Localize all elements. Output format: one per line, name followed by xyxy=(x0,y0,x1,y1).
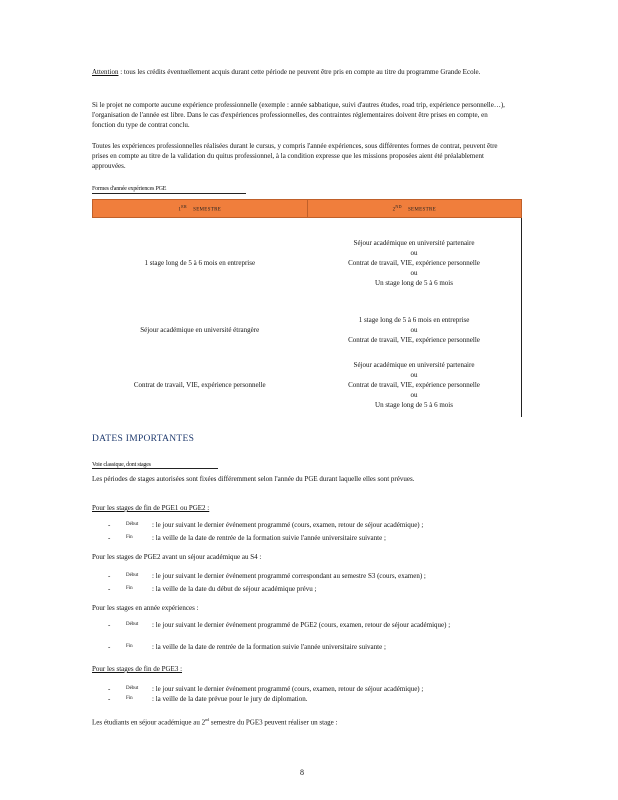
section-title-dates: DATES IMPORTANTES xyxy=(92,434,195,444)
page-number: 8 xyxy=(300,768,304,777)
closing-sentence: Les étudiants en séjour académique au 2nd semestre du PGE3 peuvent réaliser un stage : xyxy=(92,717,338,727)
table-cell-second-semester: Séjour académique en université partenaire ou Contrat de travail, VIE, expérience personnelle ou Un stage long de 5 à 6 mois xyxy=(307,352,522,417)
group-heading-pge3: Pour les stages de fin de PGE3 : xyxy=(92,665,183,673)
experience-forms-table xyxy=(92,199,522,417)
table-row xyxy=(93,352,522,417)
table-header-row xyxy=(93,200,522,218)
table-cell-first-semester: Séjour académique en université étrangère xyxy=(140,326,260,334)
table-cell-first-semester: 1 stage long de 5 à 6 mois en entreprise xyxy=(144,259,256,267)
subtitle-underline xyxy=(92,468,218,469)
header-second-semester: 2ND SEMESTRE xyxy=(307,200,522,218)
paragraph-no-experience: Si le projet ne comporte aucune expérience professionnelle (exemple : année sabbatique, suivi d'autres études, road trip, expérience personnelle…), l'organisation de l'année est libre. Dans le cas d'expériences professionnelles, des contraintes réglementaires doivent être prises en compte, en fonction du type de contrat conclu. xyxy=(92,101,505,129)
group-heading-pge1-pge2: Pour les stages de fin de PGE1 ou PGE2 : xyxy=(92,504,210,512)
document-page: Attention : tous les crédits éventuellement acquis durant cette période ne peuvent être pris en compte au titre du programme Grande Ecole. Si le projet ne comporte aucune expérience professionnelle (exemple : année sabbatique, suivi d'autres études, road trip, expérience personnelle…), l'organisation de l'année est libre. Dans le cas d'expériences professionnelles, des contraintes réglementaires doivent être prises en compte, en fonction du type de contrat conclu. Toutes les expériences professionnelles réalisées durant le cursus, y compris l'année expériences, sous différentes formes de contrat, peuvent être prises en compte au titre de la validation du quitus professionnel, à la condition expresse que les missions proposées aient été préalablement approuvées. Formes d'année expériences PGE 1ER SEMESTRE 2ND SEMESTRE 1 stage long de 5 à 6 mois en entreprise Séjour académique en université partenaire ou Contrat de travail, VIE, expérience personnelle ou Un stage long de 5 à 6 mois Séjour académique en université étrangère 1 stage long de 5 à 6 mois en entreprise ou Contrat de travail, VIE, expérience personnelle Contrat de travail, VIE, expérience personnelle Séjour académique en université partenaire ou Contrat de travail, VIE, expérience personnelle ou Un stage long de 5 à 6 mois DATES IMPORTANTES Voie classique, dont stages Les périodes de stages autorisées sont fixées différemment selon l'année du PGE durant laquelle elles sont prévues. Pour les stages de fin de PGE1 ou PGE2 : - Début : le jour suivant le dernier événement programmé (cours, examen, retour de séjour académique) ; - Fin : la veille de la date de rentrée de la formation suivie l'année universitaire suivante ; Pour les stages de PGE2 avant un séjour académique au S4 : - Début : le jour suivant le dernier événement programmé correspondant au semestre S3 (cours, examen) ; - Fin : la veille de la date du début de séjour académique prévu ; Pour les stages en année expériences : - Début : le jour suivant le dernier événement programmé de PGE2 (cours, examen, retour de séjour académique) ; - Fin : la veille de la date de rentrée de la formation suivie l'année universitaire suivante ; Pour les stages de fin de PGE3 : - Début : le jour suivant le dernier événement programmé (cours, examen, retour de séjour académique) ; - Fin : la veille de la date prévue pour le jury de diplomation. Les étudiants en séjour académique au 2nd semestre du PGE3 peuvent réaliser un stage : 8 xyxy=(0,0,618,800)
dates-intro: Les périodes de stages autorisées sont fixées différemment selon l'année du PGE durant laquelle elles sont prévues. xyxy=(92,475,415,483)
table-row xyxy=(93,218,522,309)
caption-underline xyxy=(92,193,246,194)
group-heading-annee-experiences: Pour les stages en année expériences : xyxy=(92,604,199,612)
table-row xyxy=(93,308,522,352)
dates-subtitle: Voie classique, dont stages xyxy=(92,462,151,468)
attention-paragraph xyxy=(92,67,512,77)
header-first-semester: 1ER SEMESTRE xyxy=(93,200,308,218)
table-cell-second-semester: Séjour académique en université partenaire ou Contrat de travail, VIE, expérience personnelle ou Un stage long de 5 à 6 mois xyxy=(307,218,522,309)
table-caption: Formes d'année expériences PGE xyxy=(92,186,167,192)
attention-label: Attention xyxy=(92,68,119,76)
paragraph-professional-experience: Toutes les expériences professionnelles réalisées durant le cursus, y compris l'année expériences, sous différentes formes de contrat, peuvent être prises en compte au titre de la validation du quitus professionnel, à la condition expresse que les missions proposées aient été préalablement approuvées. xyxy=(92,142,498,170)
group-heading-pge2-s4: Pour les stages de PGE2 avant un séjour académique au S4 : xyxy=(92,553,262,561)
table-cell-second-semester: 1 stage long de 5 à 6 mois en entreprise ou Contrat de travail, VIE, expérience personnelle xyxy=(307,308,522,352)
table-cell-first-semester: Contrat de travail, VIE, expérience personnelle xyxy=(133,380,266,389)
attention-text: : tous les crédits éventuellement acquis durant cette période ne peuvent être pris en compte au titre du programme Grande Ecole. xyxy=(118,68,481,76)
